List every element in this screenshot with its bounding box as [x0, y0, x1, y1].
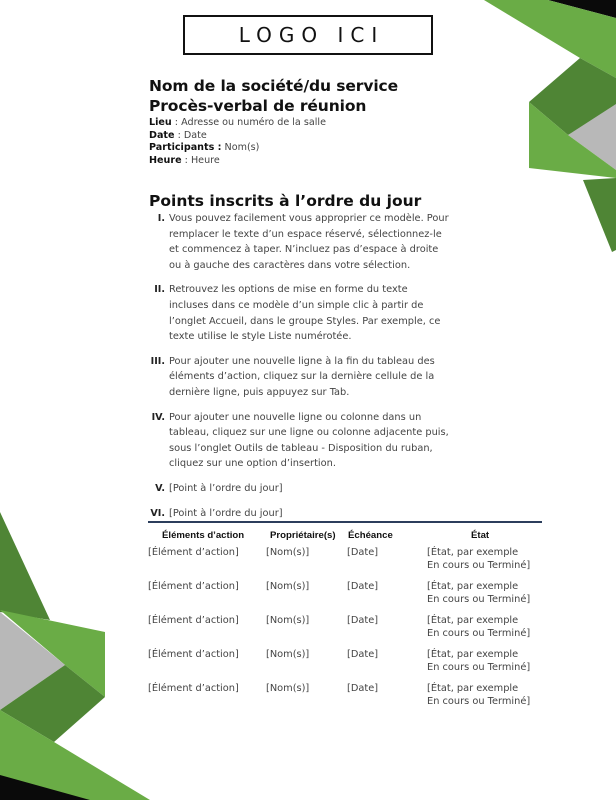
agenda-item[interactable]	[149, 211, 449, 273]
agenda-item[interactable]	[149, 506, 449, 522]
cell-status[interactable]	[427, 615, 530, 640]
cell-owner[interactable]: [Nom(s)]	[266, 547, 310, 558]
agenda-item[interactable]	[149, 410, 449, 472]
table-row[interactable]	[148, 683, 542, 717]
header-due-date: Échéance	[348, 530, 393, 541]
meta-participants	[149, 142, 326, 155]
status-line-1: [État, par exemple	[427, 649, 519, 660]
cell-owner[interactable]: [Nom(s)]	[266, 615, 310, 626]
meta-separator: :	[181, 154, 191, 166]
cell-due-date[interactable]: [Date]	[347, 649, 379, 660]
cell-status[interactable]	[427, 649, 530, 674]
status-line-1: [État, par exemple	[427, 615, 519, 626]
meta-label: Participants :	[149, 142, 222, 154]
cell-status[interactable]	[427, 581, 530, 606]
meta-location	[149, 117, 326, 130]
cell-action-item[interactable]: [Élément d’action]	[148, 649, 239, 660]
agenda-text: Pour ajouter une nouvelle ligne à la fin du tableau des éléments d’action, cliquez sur la dernière cellule de la dernière ligne, puis appuyez sur Tab.	[169, 355, 435, 398]
meta-time	[149, 155, 326, 168]
header-status: État	[471, 530, 490, 541]
meta-date	[149, 130, 326, 143]
meta-label: Date	[149, 129, 175, 141]
meta-label: Lieu	[149, 117, 172, 128]
table-header-row	[148, 529, 542, 547]
cell-due-date[interactable]: [Date]	[347, 581, 379, 592]
cell-action-item[interactable]: [Élément d’action]	[148, 615, 239, 626]
meta-value: Nom(s)	[224, 142, 260, 154]
table-row[interactable]	[148, 581, 542, 615]
agenda-item[interactable]	[149, 354, 449, 401]
cell-status[interactable]	[427, 683, 530, 708]
cell-due-date[interactable]: [Date]	[347, 683, 379, 694]
cell-due-date[interactable]: [Date]	[347, 615, 379, 626]
table-top-rule	[148, 521, 542, 523]
action-items-table	[148, 529, 542, 717]
meta-value: Heure	[190, 154, 220, 166]
document-title: Procès-verbal de réunion	[149, 97, 367, 115]
status-line-1: [État, par exemple	[427, 683, 519, 694]
cell-action-item[interactable]: [Élément d’action]	[148, 581, 239, 592]
agenda-number: VI.	[150, 507, 165, 519]
meta-value: Date	[183, 129, 207, 141]
meta-separator: :	[171, 117, 182, 128]
cell-owner[interactable]: [Nom(s)]	[266, 581, 310, 592]
status-line-2: En cours ou Terminé]	[427, 593, 531, 605]
cell-owner[interactable]: [Nom(s)]	[266, 683, 310, 694]
status-line-2: En cours ou Terminé]	[427, 627, 531, 639]
agenda-text: Pour ajouter une nouvelle ligne ou colonne dans un tableau, cliquez sur une ligne ou colonne adjacente puis, sous l’onglet Outils de tableau - Disposition du ruban, cliquez sur une option d’insertion.	[169, 411, 449, 470]
table-row[interactable]	[148, 649, 542, 683]
agenda-number: II.	[154, 284, 165, 296]
agenda-text: Vous pouvez facilement vous approprier ce modèle. Pour remplacer le texte d’un espace réservé, sélectionnez-le et commencez à taper. N’incluez pas d’espace à droite ou à gauche des caractères dans votre sélection.	[169, 213, 449, 271]
header-owners: Propriétaire(s)	[270, 530, 336, 541]
agenda-number: V.	[155, 482, 165, 494]
top-right-dark-green-tail	[583, 178, 616, 252]
meta-label: Heure	[149, 154, 182, 166]
bottom-left-dark-green-spike	[0, 512, 50, 620]
meta-value: Adresse ou numéro de la salle	[181, 117, 326, 128]
status-line-1: [État, par exemple	[427, 547, 519, 558]
meeting-details	[149, 117, 326, 167]
agenda-number: IV.	[151, 411, 165, 423]
status-line-2: En cours ou Terminé]	[427, 695, 531, 707]
agenda-heading: Points inscrits à l’ordre du jour	[149, 192, 422, 210]
status-line-1: [État, par exemple	[427, 581, 519, 592]
agenda-item[interactable]	[149, 282, 449, 344]
cell-status[interactable]	[427, 547, 530, 572]
table-row[interactable]	[148, 615, 542, 649]
agenda-list	[149, 211, 449, 530]
status-line-2: En cours ou Terminé]	[427, 661, 531, 673]
cell-action-item[interactable]: [Élément d’action]	[148, 683, 239, 694]
logo-text: LOGO ICI	[238, 23, 385, 47]
table-row[interactable]	[148, 547, 542, 581]
status-line-2: En cours ou Terminé]	[427, 559, 531, 571]
agenda-number: III.	[150, 355, 165, 367]
agenda-text: Retrouvez les options de mise en forme du texte incluses dans ce modèle d’un simple clic à partir de l’onglet Accueil, dans le groupe Styles. Par exemple, ce texte utilise le style Liste numérotée.	[169, 284, 441, 343]
cell-action-item[interactable]: [Élément d’action]	[148, 547, 239, 558]
cell-due-date[interactable]: [Date]	[347, 547, 379, 558]
logo-placeholder[interactable]	[183, 15, 433, 55]
header-action-items: Éléments d’action	[162, 530, 245, 541]
agenda-text: [Point à l’ordre du jour]	[169, 482, 283, 494]
agenda-item[interactable]	[149, 481, 449, 497]
company-name: Nom de la société/du service	[149, 77, 399, 95]
agenda-text: [Point à l’ordre du jour]	[169, 507, 283, 519]
meta-separator: :	[174, 129, 184, 141]
cell-owner[interactable]: [Nom(s)]	[266, 649, 310, 660]
agenda-number: I.	[157, 213, 165, 224]
